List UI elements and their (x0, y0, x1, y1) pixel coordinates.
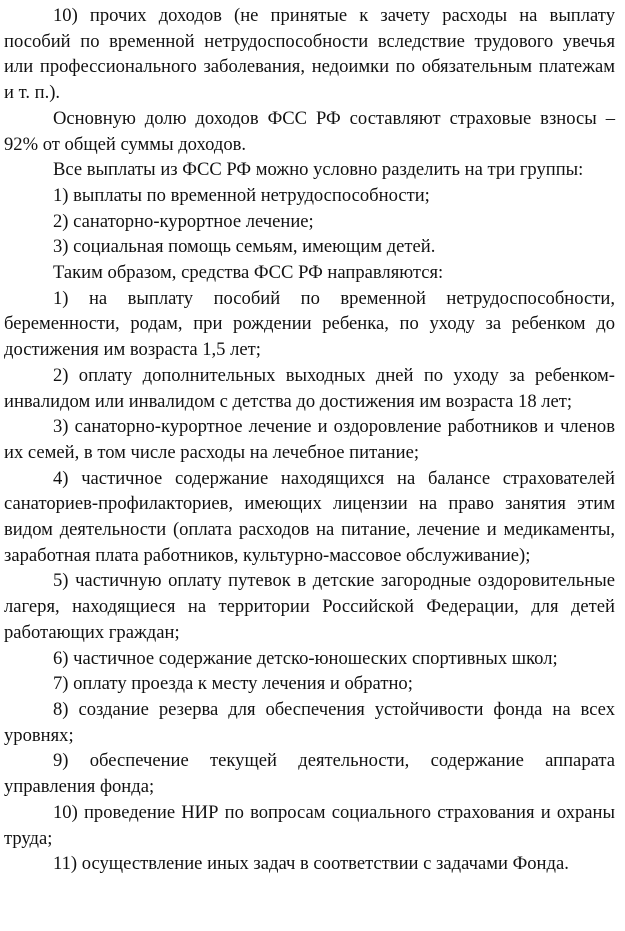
list-item-group-1: 1) выплаты по временной нетрудоспособности; (53, 184, 430, 206)
list-item-direction-3: 3) санаторно-курортное лечение и оздоровление работников и членов их семей, в том числе расходы на лечебное питание; (4, 416, 615, 463)
list-item-group-3: 3) социальная помощь семьям, имеющим детей. (53, 236, 436, 258)
paragraph-funds-directed-intro: Таким образом, средства ФСС РФ направляются: (53, 262, 444, 284)
list-item-direction-2: 2) оплату дополнительных выходных дней по уходу за ребенком-инвалидом или инвалидом с детства до достижения им возраста 18 лет; (4, 364, 615, 412)
list-item-group-2: 2) санаторно-курортное лечение; (53, 210, 314, 232)
list-item-direction-7: 7) оплату проезда к месту лечения и обратно; (53, 673, 413, 695)
list-item-direction-9: 9) обеспечение текущей деятельности, содержание аппарата управления фонда; (4, 750, 615, 798)
list-item-direction-6: 6) частичное содержание детско-юношеских спортивных школ; (53, 647, 558, 669)
paragraph-payment-groups-intro: Все выплаты из ФСС РФ можно условно разделить на три группы: (53, 159, 584, 181)
paragraph-other-income: 10) прочих доходов (не принятые к зачету расходы на выплату пособий по временной нетрудоспособности вследствие трудового увечья или профессионального заболевания, недоимки по обязательным платежам и т. п.). (4, 5, 615, 104)
list-item-direction-11: 11) осуществление иных задач в соответствии с задачами Фонда. (53, 853, 569, 875)
paragraph-main-income-share: Основную долю доходов ФСС РФ составляют страховые взносы – 92% от общей суммы доходов. (4, 107, 615, 155)
list-item-direction-10: 10) проведение НИР по вопросам социального страхования и охраны труда; (4, 801, 615, 849)
list-item-direction-1: 1) на выплату пособий по временной нетрудоспособности, беременности, родам, при рождении ребенка, по уходу за ребенком до достижения им возраста 1,5 лет; (4, 287, 615, 361)
list-item-direction-4: 4) частичное содержание находящихся на балансе страхователей санаториев-профилакториев, имеющих лицензии на право занятия этим видом деятельности (оплата расходов на питание, лечение и медикаменты, заработная плата работников, культурно-массовое обслуживание); (4, 467, 615, 566)
document-page (4, 3, 615, 877)
list-item-direction-5: 5) частичную оплату путевок в детские загородные оздоровительные лагеря, находящиеся на территории Российской Федерации, для детей работающих граждан; (4, 570, 615, 643)
list-item-direction-8: 8) создание резерва для обеспечения устойчивости фонда на всех уровнях; (4, 698, 615, 746)
